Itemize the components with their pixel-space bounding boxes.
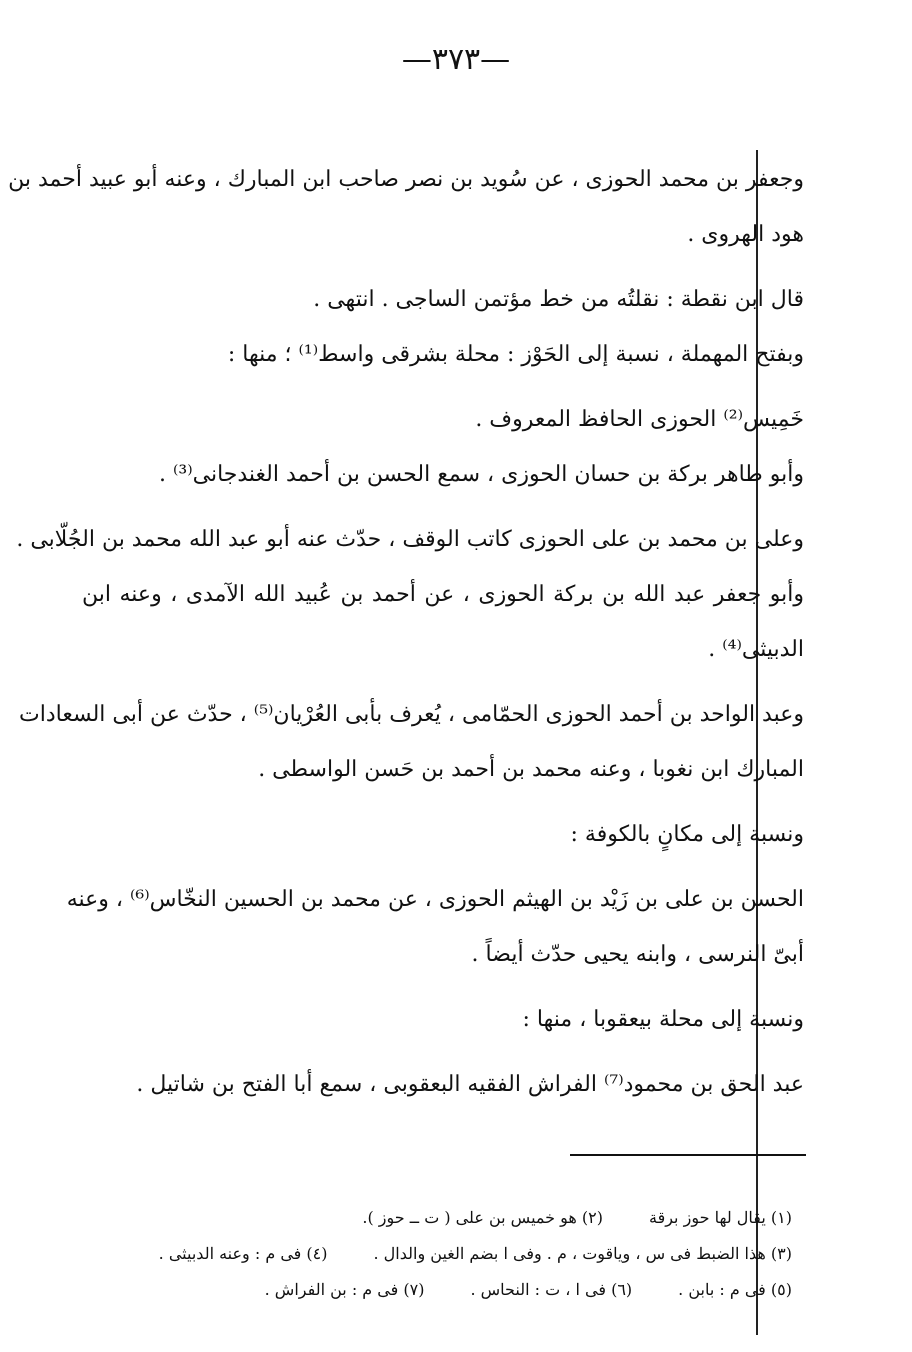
- text-line: الدبيثى⁽⁴⁾ .: [708, 637, 804, 662]
- footnote: (٦) فى ا ، ت : النحاس .: [470, 1280, 633, 1299]
- text-line: أبىّ النرسى ، وابنه يحيى حدّث أيضاً .: [471, 942, 804, 967]
- text-line: وبفتح المهملة ، نسبة إلى الحَوْز : محلة بشرقى واسط⁽¹⁾ ؛ منها :: [227, 342, 804, 367]
- text-line: وأبو جعفر عبد الله بن بركة الحوزى ، عن أحمد بن عُبيد الله الآمدى ، وعنه ابن: [82, 582, 804, 607]
- text-line: وعلى بن محمد بن على الحوزى كاتب الوقف ، حدّث عنه أبو عبد الله محمد بن الجُلّابى .: [16, 527, 804, 552]
- text-line: وأبو طاهر بركة بن حسان الحوزى ، سمع الحسن بن أحمد الغندجانى⁽³⁾ .: [158, 462, 804, 487]
- footnotes: [82, 1200, 792, 1308]
- footnote-line: [82, 1272, 792, 1308]
- footnote-divider: [570, 1154, 806, 1156]
- text-line: ونسبة إلى مكانٍ بالكوفة :: [570, 822, 804, 847]
- footnote: (٥) فى م : بابن .: [678, 1280, 792, 1299]
- text-line: الحسن بن على بن زَيْد بن الهيثم الحوزى ، عن محمد بن الحسين النخّاس⁽⁶⁾ ، وعنه: [66, 887, 804, 912]
- main-text: [8, 152, 804, 1112]
- footnote-line: [82, 1200, 792, 1236]
- footnote: (٢) هو خميس بن على ( ت ــ حوز ).: [362, 1208, 603, 1227]
- footnote: (١) يقال لها حوز برقة: [649, 1208, 792, 1227]
- text-line: ونسبة إلى محلة بيعقوبا ، منها :: [522, 1007, 804, 1032]
- text-line: وعبد الواحد بن أحمد الحوزى الحمّامى ، يُعرف بأبى العُرْيان⁽⁵⁾ ، حدّث عن أبى السعادات: [19, 702, 804, 727]
- page-number: —٣٧٣—: [401, 42, 511, 77]
- footnote-line: [82, 1236, 792, 1272]
- text-line: قال ابن نقطة : نقلتُه من خط مؤتمن الساجى . انتهى .: [313, 287, 804, 312]
- footnote: (٧) فى م : بن الفراش .: [264, 1280, 425, 1299]
- text-line: هود الهروى .: [687, 222, 804, 247]
- text-line: وجعفر بن محمد الحوزى ، عن سُويد بن نصر صاحب ابن المبارك ، وعنه أبو عبيد أحمد بن: [8, 167, 804, 192]
- text-line: خَمِيس⁽²⁾ الحوزى الحافظ المعروف .: [475, 407, 804, 432]
- footnote: (٤) فى م : وعنه الدبيثى .: [158, 1244, 328, 1263]
- footnote: (٣) هذا الضبط فى س ، وياقوت ، م . وفى ا بضم الغين والدال .: [373, 1244, 792, 1263]
- text-line: المبارك ابن نغوبا ، وعنه محمد بن أحمد بن حَسن الواسطى .: [258, 757, 804, 782]
- text-line: عبد الحق بن محمود⁽⁷⁾ الفراش الفقيه البعقوبى ، سمع أبا الفتح بن شاتيل .: [136, 1072, 804, 1097]
